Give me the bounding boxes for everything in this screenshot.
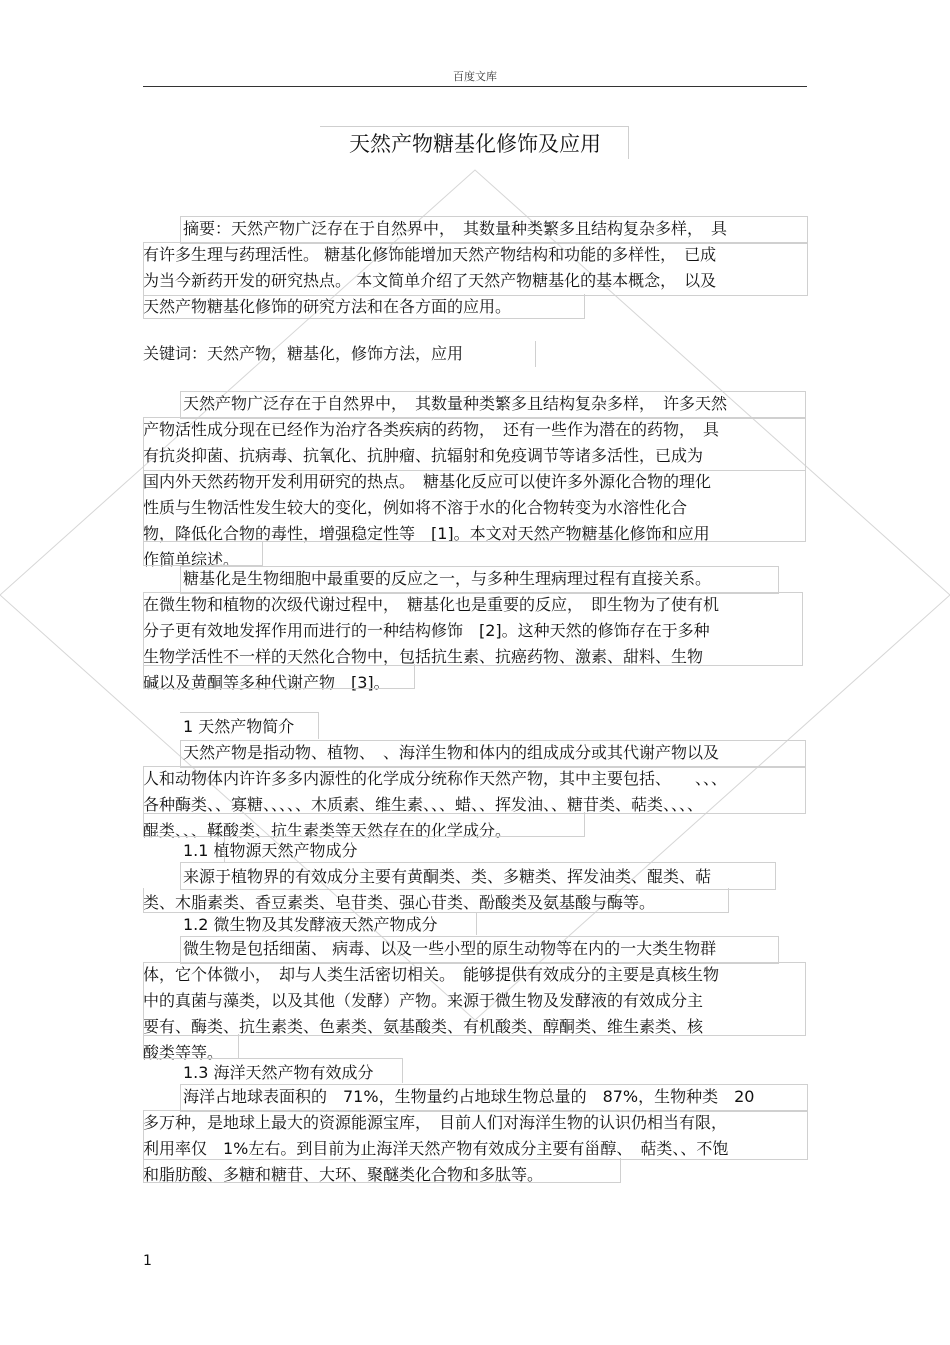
text-line: 各种酶类、、寡糖、、、、、木质素、维生素、、、蜡、、挥发油、、糖苷类、萜类、、、、 [143,795,704,814]
text-line: 醌类、、、鞣酸类、抗生素类等天然存在的化学成分。 [143,821,512,840]
text-line: 要有、酶类、抗生素类、色素类、氨基酸类、有机酸类、醇酮类、维生素类、核 [143,1017,704,1036]
text-line: 产物活性成分现在已经作为治疗各类疾病的药物， 还有一些作为潜在的药物， 具 [143,420,720,439]
document-title: 天然产物糖基化修饰及应用 [349,132,601,156]
text-line: 生物学活性不一样的天然化合物中，包括抗生素、抗癌药物、激素、甜料、生物 [143,647,704,666]
text-line: 碱以及黄酮等多种代谢产物 [3]。 [143,673,390,692]
text-line: 利用率仅 1%左右。到目前为止海洋天然产物有效成分主要有甾醇、 萜类、、不饱 [143,1139,729,1158]
text-line: 性质与生物活性发生较大的变化，例如将不溶于水的化合物转变为水溶性化合 [143,498,688,517]
text-line: 摘要：天然产物广泛存在于自然界中， 其数量种类繁多且结构复杂多样， 具 [183,219,728,238]
section-1-2-paragraph [143,936,807,1066]
text-line: 类、木脂素类、香豆素类、皂苷类、强心苷类、酚酸类及氨基酸与酶等。 [143,893,656,912]
section-1-paragraph [143,740,807,844]
text-line: 分子更有效地发挥作用而进行的一种结构修饰 [2]。这种天然的修饰存在于多种 [143,621,710,640]
header-rule [143,86,807,87]
text-line: 天然产物糖基化修饰的研究方法和在各方面的应用。 [143,297,512,316]
keywords-line: 关键词：天然产物，糖基化，修饰方法，应用 [143,344,464,363]
section-1-2-heading: 1.2 微生物及其发酵液天然产物成分 [183,915,438,934]
text-line: 中的真菌与藻类，以及其他（发酵）产物。来源于微生物及发酵液的有效成分主 [143,991,704,1010]
text-line: 人和动物体内许许多多内源性的化学成分统称作天然产物，其中主要包括、 、、、 [143,769,728,788]
text-line: 海洋占地球表面积的 71%，生物量约占地球生物总量的 87%，生物种类 20 [183,1087,755,1106]
section-1-3-paragraph [143,1084,807,1188]
text-line: 来源于植物界的有效成分主要有黄酮类、类、多糖类、挥发油类、醌类、萜 [183,867,712,886]
section-1-heading: 1 天然产物简介 [183,717,295,736]
page-number: 1 [143,1253,152,1269]
text-line: 糖基化是生物细胞中最重要的反应之一，与多种生理病理过程有直接关系。 [183,569,712,588]
abstract-paragraph [143,216,807,320]
text-line: 在微生物和植物的次级代谢过程中， 糖基化也是重要的反应， 即生物为了使有机 [143,595,720,614]
section-1-1-paragraph [143,864,807,916]
text-line: 微生物是包括细菌、 病毒、以及一些小型的原生动物等在内的一大类生物群 [183,939,717,958]
section-1-3-heading: 1.3 海洋天然产物有效成分 [183,1063,374,1082]
intro-paragraph [143,391,807,573]
section-1-1-heading: 1.1 植物源天然产物成分 [183,841,358,860]
text-line: 国内外天然药物开发利用研究的热点。 糖基化反应可以使许多外源化合物的理化 [143,472,712,491]
text-line: 作简单综述。 [143,550,240,569]
text-line: 天然产物广泛存在于自然界中， 其数量种类繁多且结构复杂多样， 许多天然 [183,394,728,413]
text-line: 天然产物是指动物、植物、 、海洋生物和体内的组成成分或其代谢产物以及 [183,743,720,762]
text-line: 有许多生理与药理活性。 糖基化修饰能增加天然产物结构和功能的多样性， 已成 [143,245,717,264]
glycosylation-paragraph [143,566,807,696]
text-line: 有抗炎抑菌、抗病毒、抗氧化、抗肿瘤、抗辐射和免疫调节等诸多活性，已成为 [143,446,704,465]
text-line: 体，它个体微小， 却与人类生活密切相关。 能够提供有效成分的主要是真核生物 [143,965,720,984]
text-line: 酸类等等。 [143,1043,224,1062]
text-line: 物，降低化合物的毒性，增强稳定性等 [1]。本文对天然产物糖基化修饰和应用 [143,524,710,543]
text-line: 为当今新药开发的研究热点。 本文简单介绍了天然产物糖基化的基本概念， 以及 [143,271,717,290]
text-line: 和脂肪酸、多糖和糖苷、大环、聚醚类化合物和多肽等。 [143,1165,544,1184]
header-site-name: 百度文库 [453,70,497,83]
text-line: 多万种，是地球上最大的资源能源宝库， 目前人们对海洋生物的认识仍相当有限， [143,1113,728,1132]
